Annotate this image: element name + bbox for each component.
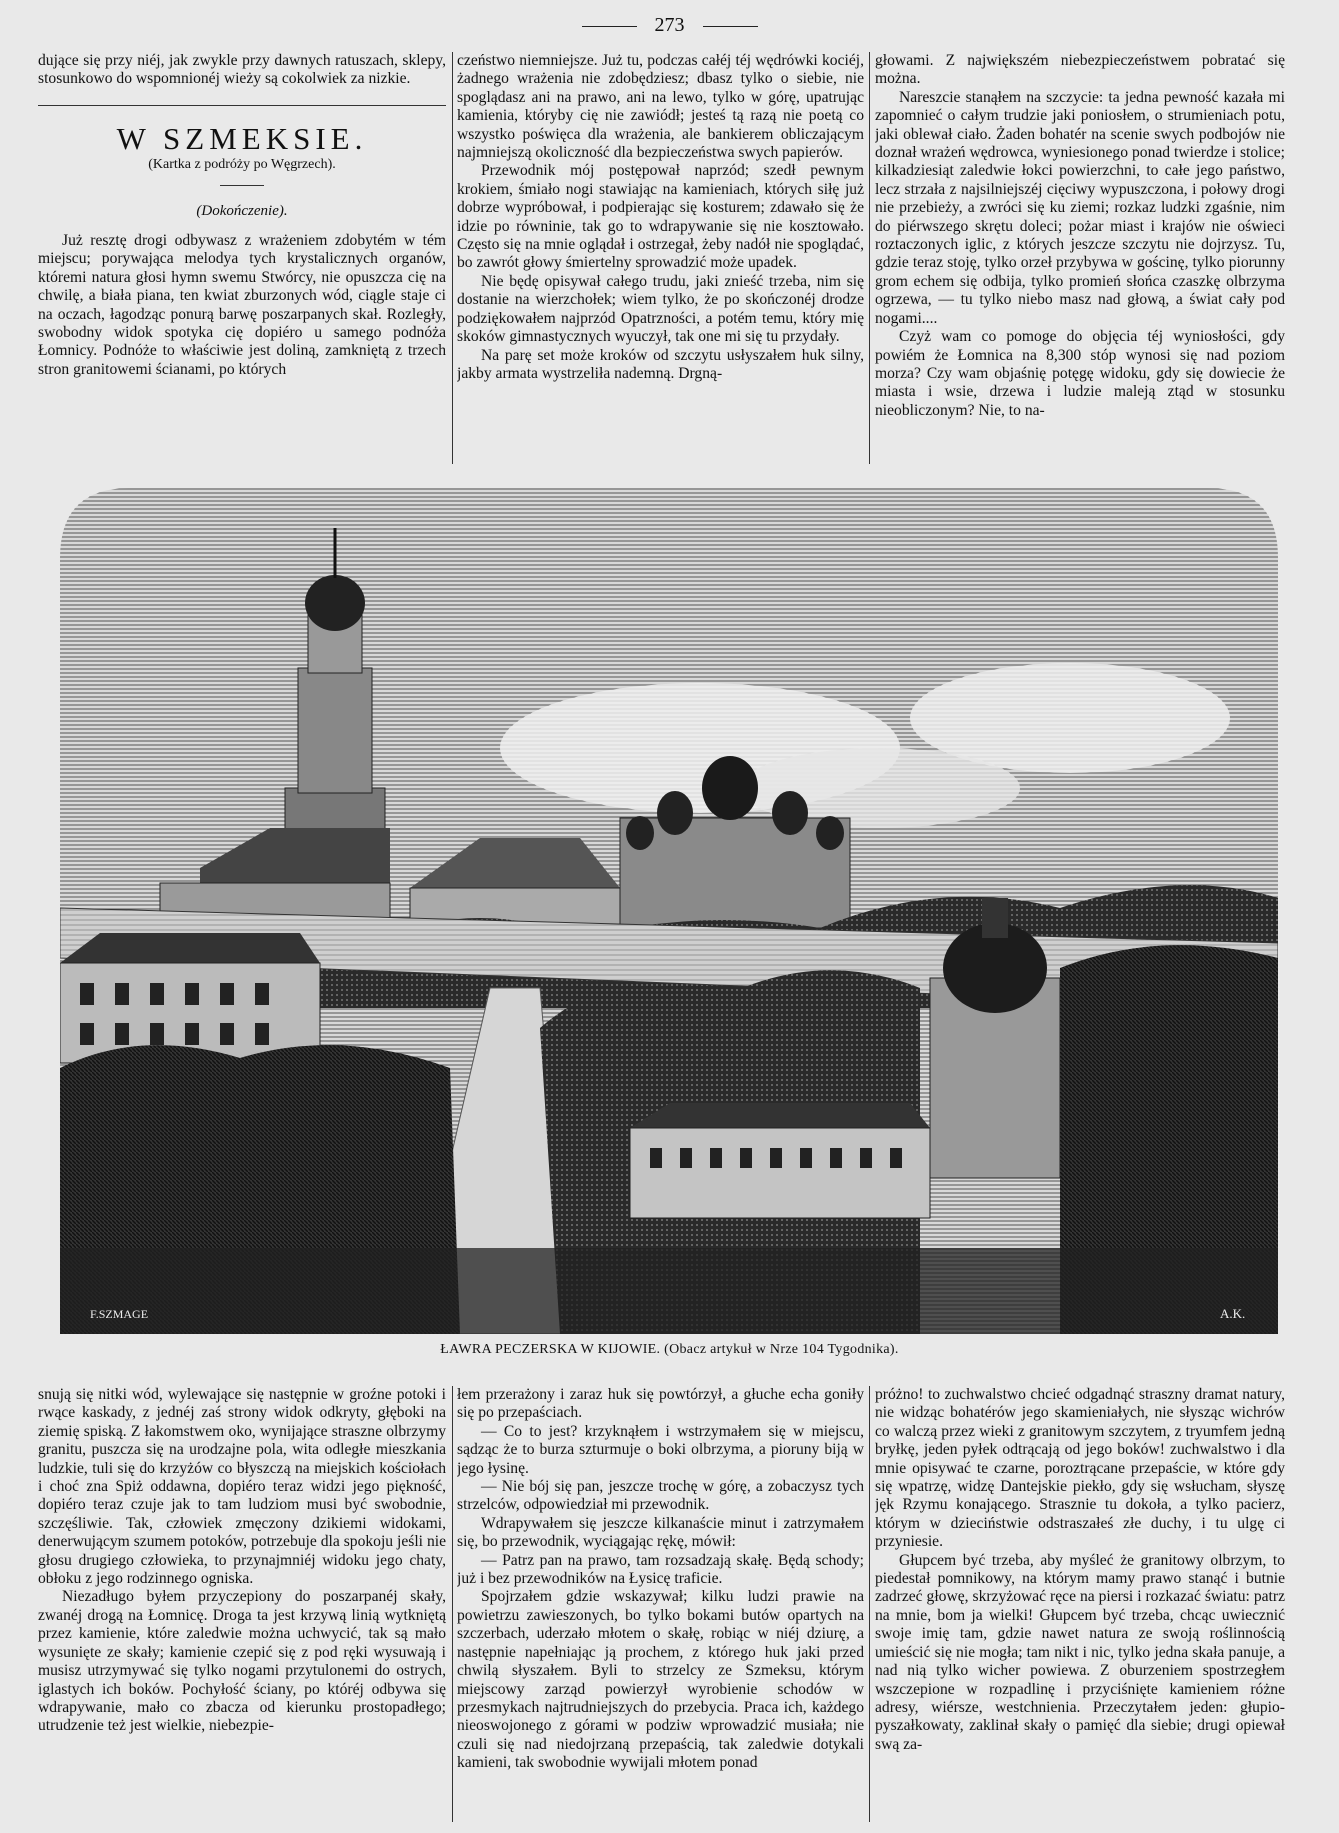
paragraph: próżno! to zuchwalstwo chcieć odgadnąć straszny dramat natury, nie widząc bohatérów jego skamieniałych, nie słysząc wichrów co walczą przez wieki z granitowym szczytem, z tryumfem jedną bryłkę, jeden pyłek odtrącają od jego boków! zuchwalstwo i dla mnie opisywać te czarne, poroztrącane przepaście, w które gdy się wpatrzę, widzę Dantejskie piekło, gdy się wsłucham, słyszę jęk Rzymu konającego. Strasznie tu dokoła, a tylko pacierz, którym w dzieciństwie odstraszałeś złe duchy, i tu ulgę ci przyniesie. <box>875 1386 1285 1551</box>
cathedral-dome <box>772 791 808 835</box>
right-church-lantern <box>982 898 1008 938</box>
paragraph: Czyż wam co pomoge do objęcia téj wyniosłości, gdy powiém że Łomnica na 8,300 stóp wynosi się nad poziom morza? Czy wam objaśnię potęgę widoku, gdy się dowiecie że miasta i wsie, drzewa i ludzie maleją ztąd w stosunku nieobliczonym? Nie, to na- <box>875 328 1285 419</box>
ground-shadow <box>60 1248 1278 1334</box>
article-subtitle: (Kartka z podróży po Węgrzech). <box>148 157 336 173</box>
artist-signature-left: F.SZMAGE <box>90 1307 149 1321</box>
bottom-column-2 <box>457 1386 864 1822</box>
page-number-dash-right <box>703 26 758 27</box>
cathedral-dome <box>657 791 693 835</box>
paragraph: Wdrapywałem się jeszcze kilkanaście minut i zatrzymałem się, bo przewodnik, wyciągając rękę, mówił: <box>457 1514 864 1551</box>
illustration-caption: ŁAWRA PECZERSKA W KIJOWIE. (Obacz artykuł w Nrze 104 Tygodnika). <box>440 1342 899 1357</box>
bottom-column-3 <box>875 1386 1285 1822</box>
cathedral <box>620 818 850 928</box>
page-number-text: 273 <box>654 14 685 36</box>
paragraph: — Co to jest? krzyknąłem i wstrzymałem się w miejscu, sądząc że to burza szturmuje o boki olbrzyma, a pioruny biją w jego łysinę. <box>457 1422 864 1477</box>
windows <box>650 1148 902 1168</box>
paragraph: Nie będę opisywał całego trudu, jaki znieść trzeba, nim się dostanie na wierzchołek; wiem tylko, że po skończonéj drodze podziękowałem najprzód Opatrzności, a potém temu, który mię skoków gimnastycznych wyuczył, tak one mi się tu przydały. <box>457 272 864 346</box>
column-rule <box>869 1386 870 1822</box>
paragraph: Nareszcie stanąłem na szczycie: ta jedna pewność kazała mi zapomnieć o całym trudzie jaki poniosłem, o strumieniach potu, jaki oblewał ciało. Żaden bohatér na scenie swych podbojów nie doznał wrażeń wędrowca, wyniesionego ponad twierdze i stolice; kilkadziesiąt zaledwie łokci powierzchni, to całe jego państwo, lecz strzała z najsilniejszéj cięciwy wypuszczona, i połowy drogi nie przebieży, a zwróci się ku ziemi; rozkaz ludzki zgaśnie, nim do piérwszego skrętu doleci; pożar miast i krajów nie oświeci roztaczonych iglic, z których jeszcze szczytu nie dojrzysz. Tu, gdzie teraz stoję, tylko orzeł przybywa w gościnę, tylko piorunny grom echem się odbija, tylko promień słońca czaszkę olbrzyma ogrzewa, — tu tylko niebo masz nad głową, a świat cały pod nogami.... <box>875 88 1285 327</box>
paragraph: czeństwo niemniejsze. Już tu, podczas całéj téj wędrówki kociéj, żadnego wrażenia nie zdobędziesz; dbasz tylko o siebie, nie spoglądasz ani na prawo, ani na lewo, tylko w górę, upatrując kamienia, któryby cię nie zawiódł; jesteś tą razą nie poetą co wszystko poświęca dla wrażenia, ale bankierem obliczającym najmniejszą okoliczność dla bezpieczeństwa swych papierów. <box>457 52 864 162</box>
bottom-column-1 <box>38 1386 446 1822</box>
paragraph: Już resztę drogi odbywasz z wrażeniem zdobytém w tém miejscu; porywająca melodya tych krystalicznych organów, któremi natura głosi hymn swemu Stwórcy, nie opuszcza cię na chwilę, a biała piana, ten kwiat zburzonych wód, ciągle staje ci na oczach, łagodząc ponurą barwę poszarpanych skał. Rozległy, swobodny widok spotyka cię dopiéro u samego podnóża Łomnicy. Podnóże to właściwie jest doliną, zamkniętą z trzech stron granitowemi ścianami, po których <box>38 232 446 378</box>
paragraph: — Nie bój się pan, jeszcze trochę w górę, a zobaczysz tych strzelców, odpowiedział mi przewodnik. <box>457 1478 864 1514</box>
page-number <box>0 14 1339 37</box>
column-rule <box>869 52 870 464</box>
paragraph: Niezadługo byłem przyczepiony do poszarpanéj skały, zwanéj drogą na Łomnicę. Droga ta jest krzywą linią wytkniętą przez kamienie, które zaledwie można uchwycić, tak są mało wysunięte ze skały; kamienie czepić się z pod ręki wysuwają i musisz utrzymywać się tylko nogami przytulonemi do ostrych, iglastych ich boków. Pochyłość ściany, po któréj odbywa się wdrapywanie, mało co zbacza od kierunku prostopadłego; utrudzenie też jest wielkie, niebezpie- <box>38 1588 446 1735</box>
paragraph: Na parę set może kroków od szczytu usłyszałem huk silny, jakby armata wystrzeliła nademną. Drgną- <box>457 346 864 382</box>
bell-tower-dome <box>305 575 365 631</box>
column-rule <box>452 52 453 464</box>
paragraph: dujące się przy niéj, jak zwykle przy dawnych ratuszach, sklepy, stosunkowo do wspomnionéj wieży są cokolwiek za nizkie. <box>38 52 446 88</box>
short-rule <box>220 185 264 186</box>
paragraph: Spojrzałem gdzie wskazywał; kilku ludzi prawie na powietrzu zawieszonych, bo tylko bokami butów opartych na szczerbach, uderzało młotem o skałę, robiąc w niéj dziurę, a następnie napełniając ją prochem, z którego huk jaki przed chwilą słyszałem. Byli to strzelcy ze Szmeksu, którym miejscowy zarząd powierzył wyrobienie schodów w przesmykach najtrudniejszych do przebycia. Praca ich, każdego nieoswojonego z górami w podziw wprowadzić musiała; nie czuli się nad niedojrzaną przepaścią, tak zaledwie dotykali kamieni, tak swobodnie wywijali młotem ponad <box>457 1588 864 1772</box>
cathedral-dome <box>816 816 844 850</box>
page-number-dash-left <box>582 26 637 27</box>
section-divider <box>38 105 446 106</box>
paragraph: snują się nitki wód, wylewające się następnie w groźne potoki i rwące kaskady, z jednéj zaś strony widok odkryty, głęboki na ziemię spiską. Z łakomstwem oko, wynijające straszne olbrzymy granitu, puszcza się na urodzajne pola, wita odległe mieszkania ludzkie, tuli się do krzyżów co błyszczą na miejskich kościołach i choć zna Spiż oddawna, dopiéro teraz widzi jego piękność, dopiéro teraz czuje jak to tam ludziom musi być swobodnie, szczęśliwie. Tak, człowiek zmęczony dzikiemi widokami, denerwującym szumem potoków, potrzebuje dla spokoju jeśli nie głosu drugiego człowieka, to przynajmniéj widoku jego chaty, obłoku z jego rodzinnego ogniska. <box>38 1386 446 1588</box>
continuation-note: (Dokończenie). <box>196 202 288 219</box>
paragraph: Przewodnik mój postępował naprzód; szedł pewnym krokiem, śmiało nogi stawiając na kamieniach, których siłę już dobrze wypróbował, i podpierając się kosturem; zdawało się że idzie po równinie, tak go to wdrapywanie się nie kosztowało. Często się na mnie oglądał i ostrzegał, żeby nadół nie spoglądać, bo zawrót głowy śmiertelny sprowadzić może upadek. <box>457 162 864 272</box>
artist-signature-right: A.K. <box>1220 1306 1246 1321</box>
paragraph: Głupcem być trzeba, aby myśleć że granitowy olbrzym, to piedestał pomnikowy, na którym mamy prawo stanąć i butnie zadrzeć głowę, skrzyżować ręce na piersi i rozkazać światu: patrz na mnie, bom ja wielki! Głupcem być trzeba, chcąc uwiecznić swoje imię tam, gdzie nawet natura ze swoją roślinnością umieścić się nie mogła; tam nikt i nic, tylko jedna skała panuje, a nad nią tylko wicher powiewa. Z oburzeniem spostrzegłem wszczepione w rozpadlinę i przyciśnięte kamieniem różne adresy, wiérsze, westchnienia. Przeczytałem jeden: głupio-pyszałkowaty, zaklinał skały o pamięć dla siebie; drugi opiewał swą za- <box>875 1551 1285 1753</box>
left-building-roof <box>60 933 320 963</box>
cathedral-dome <box>626 816 654 850</box>
top-column-1 <box>38 52 446 464</box>
top-column-2 <box>457 52 864 464</box>
column-rule <box>452 1386 453 1822</box>
bottom-house-roof <box>630 1103 930 1128</box>
cathedral-dome <box>702 756 758 820</box>
top-column-3 <box>875 52 1285 464</box>
bottom-house <box>630 1128 930 1218</box>
paragraph: — Patrz pan na prawo, tam rozsadzają skałę. Będą schody; już i bez przewodników na Łysicę traficie. <box>457 1551 864 1588</box>
bell-tower-tier <box>298 668 372 793</box>
paragraph: łem przerażony i zaraz huk się powtórzył, a głuche echa goniły się po przepaściach. <box>457 1386 864 1422</box>
article-title: W SZMEKSIE. <box>116 120 368 156</box>
paragraph: głowami. Z największém niebezpieczeństwem pobratać się można. <box>875 52 1285 88</box>
engraving-lavra-pechersk <box>60 488 1278 1334</box>
